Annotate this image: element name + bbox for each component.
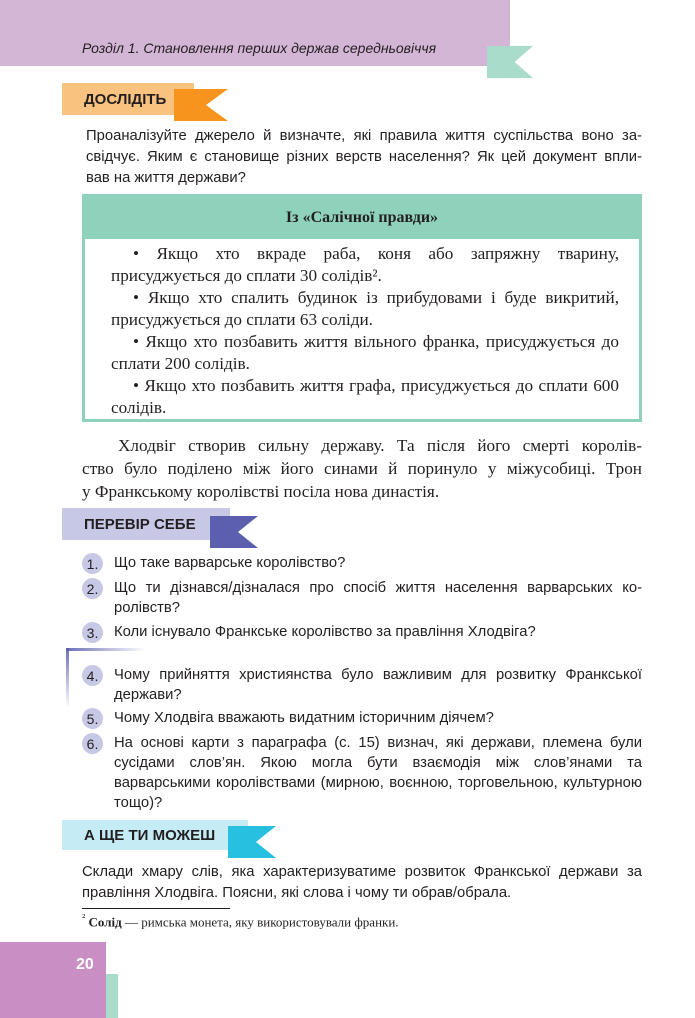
question-item — [82, 665, 642, 705]
source-item: • Якщо хто позбавить життя вільного франка, присуджується до сплати 200 солідів. — [111, 332, 619, 373]
extra-line: правління Хлодвіга. Поясни, які слова і чому ти обрав/обрала. — [82, 885, 512, 901]
investigate-line: Проаналізуйте джерело й визначте, які правила життя суспільства воно за- — [86, 128, 642, 144]
footnote-mark: ² — [82, 912, 86, 924]
header-band — [0, 0, 510, 66]
header-tab-decoration — [487, 46, 533, 78]
question-item — [82, 622, 642, 642]
question-number: 2. — [82, 578, 103, 599]
footnote-term: Солід — [88, 914, 122, 930]
source-box — [82, 194, 642, 422]
question-number: 1. — [82, 553, 103, 574]
chapter-title: Розділ 1. Становлення перших держав середньовіччя — [82, 40, 437, 56]
footnote-text: — римська монета, яку використовували франки. — [121, 914, 399, 930]
footnote-rule — [82, 908, 230, 909]
check-label: ПЕРЕВІР СЕБЕ — [84, 515, 196, 533]
question-number: 5. — [82, 708, 103, 729]
narrative-line: Хлодвіг створив сильну державу. Та після його смерті королів- — [118, 436, 642, 455]
investigate-line: свідчує. Яким є становище різних верств населення? Як цей документ впли- — [86, 149, 642, 165]
question-text: Чому Хлодвіга вважають видатним історичним діячем? — [114, 710, 494, 726]
question-text: Коли існувало Франкське королівство за правління Хлодвіга? — [114, 624, 536, 640]
footnote — [82, 912, 399, 930]
source-item: • Якщо хто спалить будинок із прибудовами і буде викритий, присуджується до сплати 63 соліди. — [111, 288, 619, 329]
page-number-strip — [106, 974, 118, 1018]
question-number: 3. — [82, 622, 103, 643]
source-body — [111, 243, 619, 419]
extra-text — [82, 862, 642, 904]
question-text: Чому прийняття християнства було важливим для розвитку Франкської держави? — [114, 667, 642, 703]
question-text: Що ти дізнався/дізналася про спосіб життя населення варварських ко-ролівств? — [114, 580, 642, 616]
question-number: 4. — [82, 665, 103, 686]
source-item: • Якщо хто позбавить життя графа, присуджується до сплати 600 солідів. — [111, 376, 619, 417]
narrative-line: ство було поділено між його синами й поринуло у міжусобиці. Трон — [82, 459, 642, 478]
source-title: Із «Салічної правди» — [85, 197, 639, 239]
extra-label: А ЩЕ ТИ МОЖЕШ — [84, 826, 216, 844]
page-number: 20 — [76, 956, 94, 973]
question-item — [82, 578, 642, 618]
source-item: • Якщо хто вкраде раба, коня або запряжну тварину, присуджується до сплати 30 солідів². — [111, 244, 619, 285]
question-text: Що таке варварське королівство? — [114, 555, 346, 571]
narrative-line: у Франкському королівстві посіла нова династія. — [82, 482, 440, 501]
question-number: 6. — [82, 733, 103, 754]
extra-line: Склади хмару слів, яка характеризуватиме розвиток Франкської держави за — [82, 864, 642, 880]
question-item — [82, 708, 642, 728]
page-number-box — [0, 942, 106, 1018]
question-item — [82, 733, 642, 813]
question-item — [82, 553, 642, 573]
investigate-line: вав на життя держави? — [86, 170, 246, 186]
investigate-text — [86, 126, 642, 189]
question-text: На основі карти з параграфа (с. 15) визнач, які держави, племена були сусідами слов’ян. Якою могла бути взаємодія між слов’янами та варварськими королівствами (мирною, воєнною, торговельною, культурною тощо)? — [114, 735, 642, 811]
narrative-text — [82, 434, 642, 503]
investigate-label: ДОСЛІДІТЬ — [84, 90, 167, 108]
